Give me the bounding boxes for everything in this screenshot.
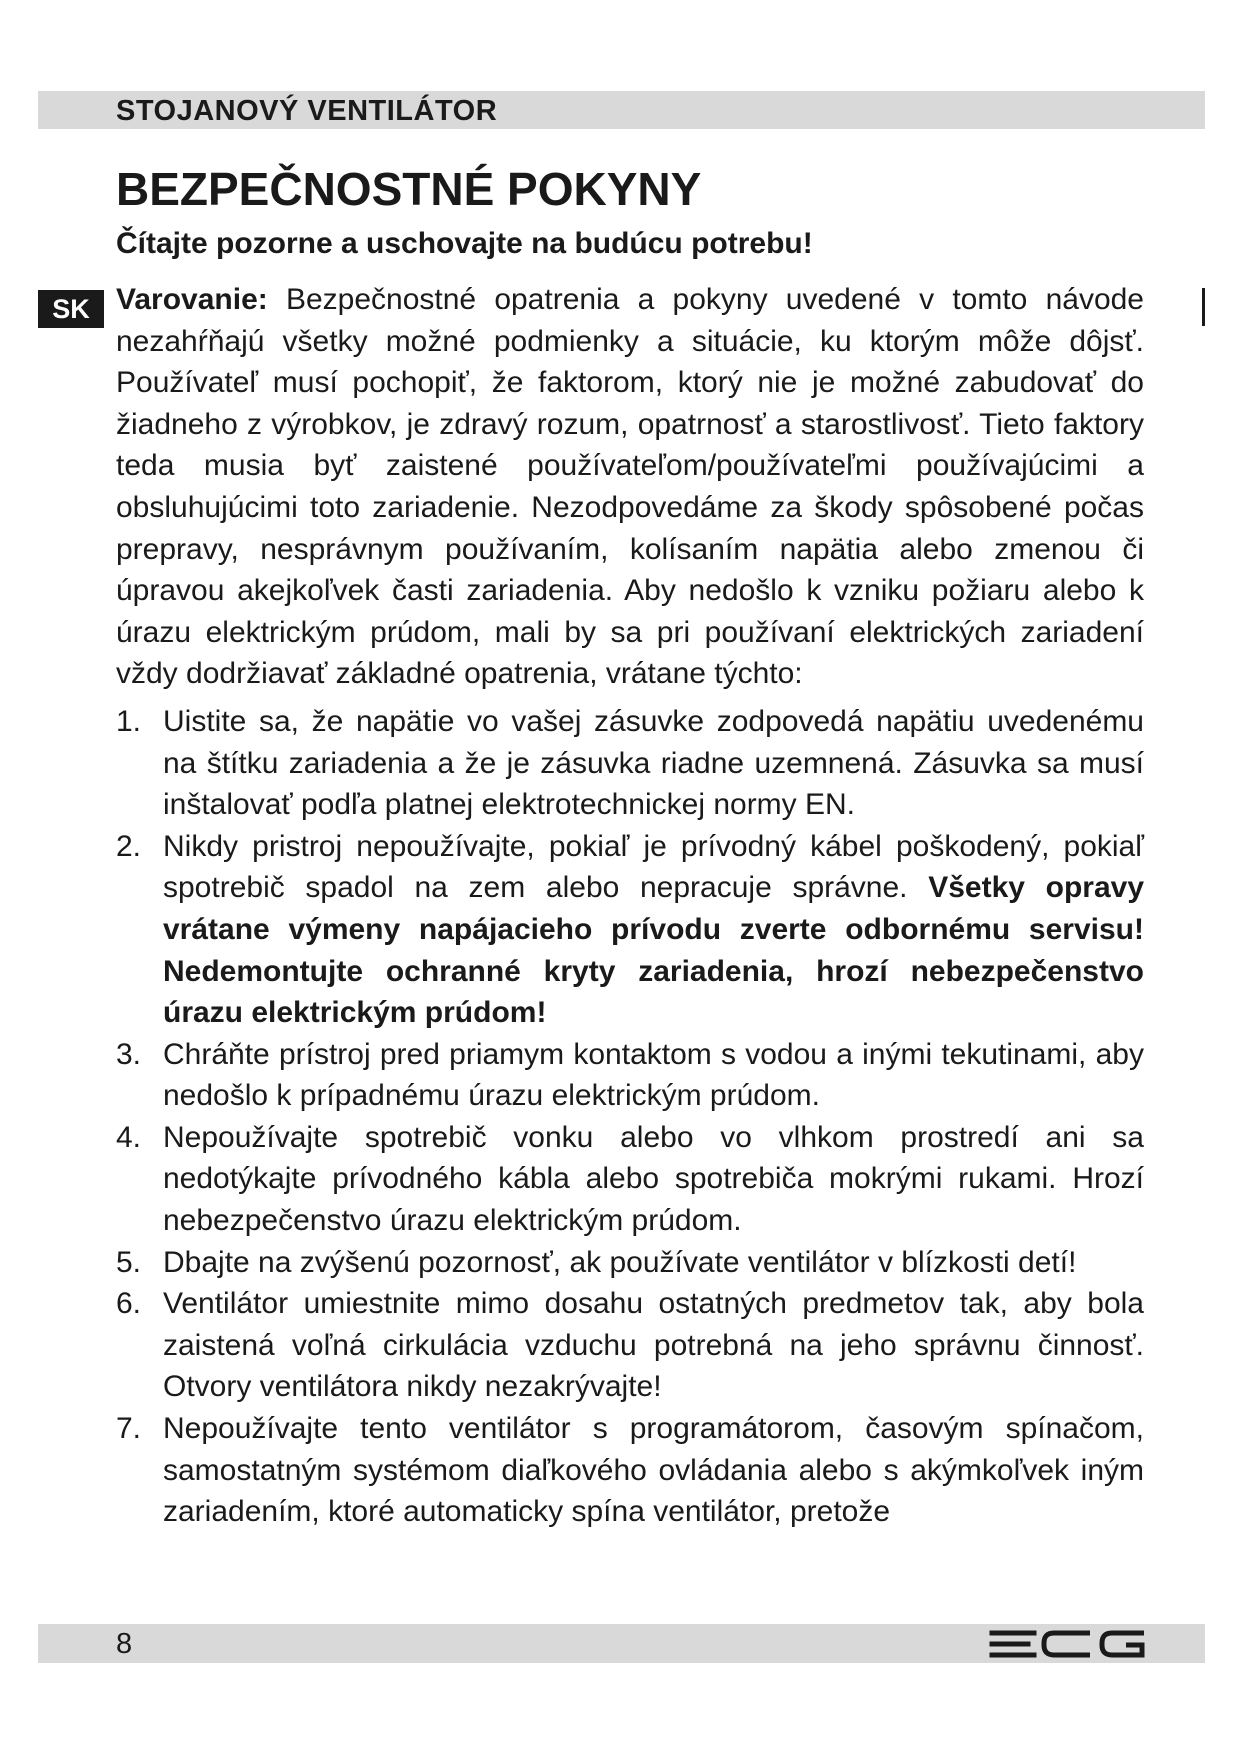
item-text: Nepoužívajte spotrebič vonku alebo vo vlhkom prostredí ani sa nedotýkajte prívodného kábla alebo spotrebiča mokrými rukami. Hrozí nebezpečenstvo úrazu elektrickým prúdom.: [163, 1120, 1144, 1238]
warning-text: Bezpečnostné opatrenia a pokyny uvedené v tomto návode nezahŕňajú všetky možné podmienky a situácie, ku ktorým môže dôjsť. Používateľ musí pochopiť, že faktorom, ktorý nie je možné zabudovať do žiadneho z výrobkov, je zdravý rozum, opatrnosť a starostlivosť. Tieto faktory teda musia byť zaistené používateľom/používateľmi používajúcimi a obsluhujúcimi toto zariadenie. Nezodpovedáme za škody spôsobené počas prepravy, nesprávnym používaním, kolísaním napätia alebo zmenou či úpravou akejkoľvek časti zariadenia. Aby nedošlo k vzniku požiaru alebo k úrazu elektrickým prúdom, mali by sa pri používaní elektrických zariadení vždy dodržiavať základné opatrenia, vrátane týchto:: [116, 283, 1144, 691]
list-item: [116, 701, 1144, 826]
item-number: 3.: [116, 1037, 142, 1071]
page-number: 8: [116, 1628, 133, 1660]
list-item: [116, 1034, 1144, 1117]
intro-paragraph: [116, 279, 1144, 695]
body-text: [116, 279, 1144, 1533]
item-number: 1.: [116, 704, 142, 738]
page-title: BEZPEČNOSTNÉ POKYNY: [116, 163, 702, 215]
ecg-logo-icon: [988, 1629, 1148, 1659]
header-bar: [38, 91, 1205, 129]
item-text: Nepoužívajte tento ventilátor s programátorom, časovým spínačom, samostatným systémom diaľkového ovládania alebo s akýmkoľvek iným zariadením, ktoré automaticky spína ventilátor, pretože: [163, 1412, 1144, 1529]
list-item: [116, 1283, 1144, 1408]
safety-rules-list: [116, 701, 1144, 1533]
item-number: 5.: [116, 1245, 142, 1279]
item-text: Uistite sa, že napätie vo vašej zásuvke zodpovedá napätiu uvedenému na štítku zariadenia a že je zásuvka riadne uzemnená. Zásuvka sa musí inštalovať podľa platnej elektrotechnickej normy EN.: [163, 704, 1144, 822]
item-text: Nikdy pristroj nepoužívajte, pokiaľ je prívodný kábel poškodený, pokiaľ spotrebič spadol na zem alebo nepracuje správne.: [163, 829, 1144, 905]
list-item: [116, 1408, 1144, 1533]
warning-lead: Varovanie:: [116, 283, 268, 316]
item-bold-text: Všetky opravy vrátane výmeny napájacieho prívodu zverte odbornému servisu! Nedemontujte ochranné kryty zariadenia, hrozí nebezpečenstvo úrazu elektrickým prúdom!: [163, 871, 1145, 1030]
item-number: 2.: [116, 829, 142, 863]
language-badge: SK: [38, 290, 104, 328]
item-number: 6.: [116, 1287, 142, 1321]
item-number: 4.: [116, 1120, 142, 1154]
header-title: STOJANOVÝ VENTILÁTOR: [116, 95, 498, 127]
item-number: 7.: [116, 1412, 142, 1446]
footer-bar: [38, 1624, 1205, 1663]
subtitle: Čítajte pozorne a uschovajte na budúcu potrebu!: [116, 227, 813, 260]
item-text: Ventilátor umiestnite mimo dosahu ostatných predmetov tak, aby bola zaistená voľná cirkulácia vzduchu potrebná na jeho správnu činnosť. Otvory ventilátora nikdy nezakrývajte!: [163, 1287, 1144, 1404]
list-item: [116, 1117, 1144, 1242]
item-text: Chráňte prístroj pred priamym kontaktom s vodou a inými tekutinami, aby nedošlo k prípadnému úrazu elektrickým prúdom.: [163, 1037, 1144, 1113]
item-text: Dbajte na zvýšenú pozornosť, ak používate ventilátor v blízkosti detí!: [163, 1245, 1077, 1279]
margin-mark: [1202, 288, 1205, 326]
list-item: [116, 1242, 1144, 1284]
list-item: [116, 826, 1144, 1034]
